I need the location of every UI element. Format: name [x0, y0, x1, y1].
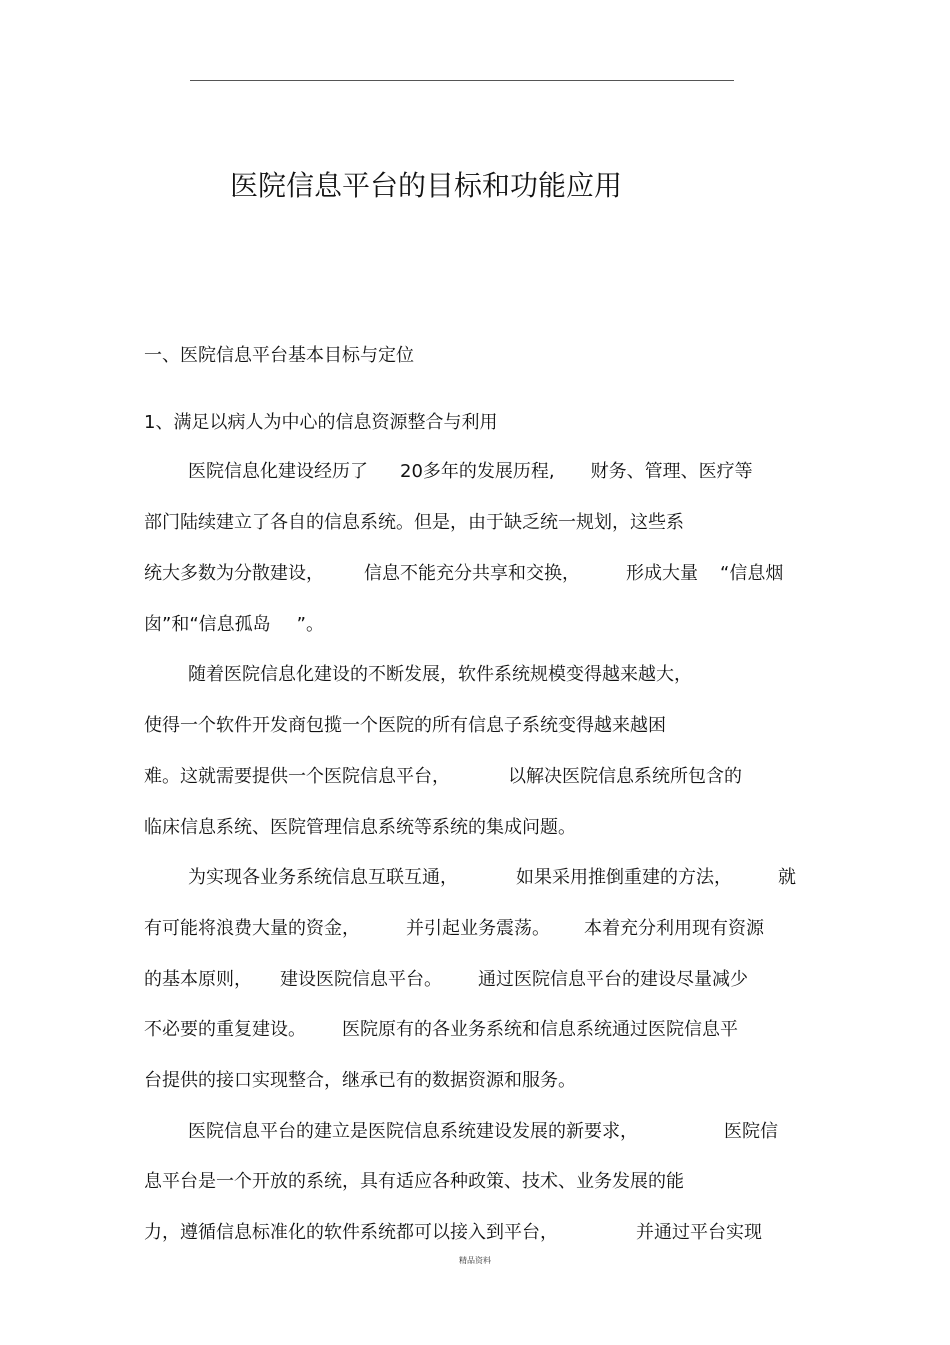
document-title: 医院信息平台的目标和功能应用: [230, 169, 623, 202]
paragraph-1-line-3: [144, 565, 783, 583]
paragraph-1-line-4: [144, 616, 324, 634]
paragraph-4-line-1: [144, 1123, 778, 1141]
text-run: 并通过平台实现: [636, 1222, 762, 1243]
paragraph-3-line-5: 台提供的接口实现整合，继承已有的数据资源和服务。: [144, 1070, 576, 1091]
paragraph-3-line-1: [144, 869, 796, 887]
text-run: 财务、管理、医疗等: [590, 461, 753, 482]
text-run: 有可能将浪费大量的资金，: [144, 918, 360, 939]
paragraph-4-line-3: [144, 1224, 762, 1242]
paragraph-2-line-1: [144, 666, 692, 684]
text-run: 如果采用推倒重建的方法，: [516, 867, 732, 888]
text-run: 形成大量: [626, 563, 698, 584]
text-run: 以解决医院信息系统所包含的: [508, 766, 742, 787]
paragraph-3-line-2: [144, 920, 764, 938]
subsection-heading: 1、满足以病人为中心的信息资源整合与利用: [144, 412, 498, 433]
text-run: 不必要的重复建设。: [144, 1019, 306, 1040]
text-run: 本着充分利用现有资源: [584, 918, 764, 939]
paragraph-1-line-1: [144, 463, 753, 481]
text-run: 医院信息平台的建立是医院信息系统建设发展的新要求，: [188, 1121, 638, 1142]
page-footer: 精品资料: [459, 1256, 491, 1265]
header-rule: [190, 80, 734, 81]
text-run: 随着医院信息化建设的不断发展，软件系统规模变得越来越大，: [188, 664, 692, 685]
text-run: 医院原有的各业务系统和信息系统通过医院信息平: [342, 1019, 738, 1040]
text-run: 医院信息化建设经历了: [188, 461, 368, 482]
paragraph-2-line-3: [144, 768, 742, 786]
text-run: “信息烟: [720, 563, 784, 584]
paragraph-2-line-2: 使得一个软件开发商包揽一个医院的所有信息子系统变得越来越困: [144, 715, 666, 736]
text-run: 就: [778, 867, 796, 888]
paragraph-3-line-4: [144, 1021, 738, 1039]
text-run: 统大多数为分散建设，: [144, 563, 324, 584]
text-run: 的基本原则，: [144, 969, 252, 990]
text-run: ”。: [296, 614, 324, 635]
section-heading: 一、医院信息平台基本目标与定位: [144, 345, 414, 366]
paragraph-2-line-4: 临床信息系统、医院管理信息系统等系统的集成问题。: [144, 817, 576, 838]
text-run: 难。这就需要提供一个医院信息平台，: [144, 766, 450, 787]
paragraph-1-line-2: 部门陆续建立了各自的信息系统。但是，由于缺乏统一规划，这些系: [144, 512, 684, 533]
text-run: 信息不能充分共享和交换，: [364, 563, 580, 584]
text-run: 并引起业务震荡。: [406, 918, 550, 939]
paragraph-3-line-3: [144, 971, 748, 989]
text-run: 建设医院信息平台。: [280, 969, 442, 990]
paragraph-4-line-2: 息平台是一个开放的系统，具有适应各种政策、技术、业务发展的能: [144, 1171, 684, 1192]
text-run: 通过医院信息平台的建设尽量减少: [478, 969, 748, 990]
text-run: 力，遵循信息标准化的软件系统都可以接入到平台，: [144, 1222, 558, 1243]
text-run: 为实现各业务系统信息互联互通，: [188, 867, 458, 888]
text-run: 20多年的发展历程,: [400, 461, 555, 482]
text-run: 医院信: [724, 1121, 778, 1142]
text-run: 囱”和“信息孤岛: [144, 614, 271, 635]
